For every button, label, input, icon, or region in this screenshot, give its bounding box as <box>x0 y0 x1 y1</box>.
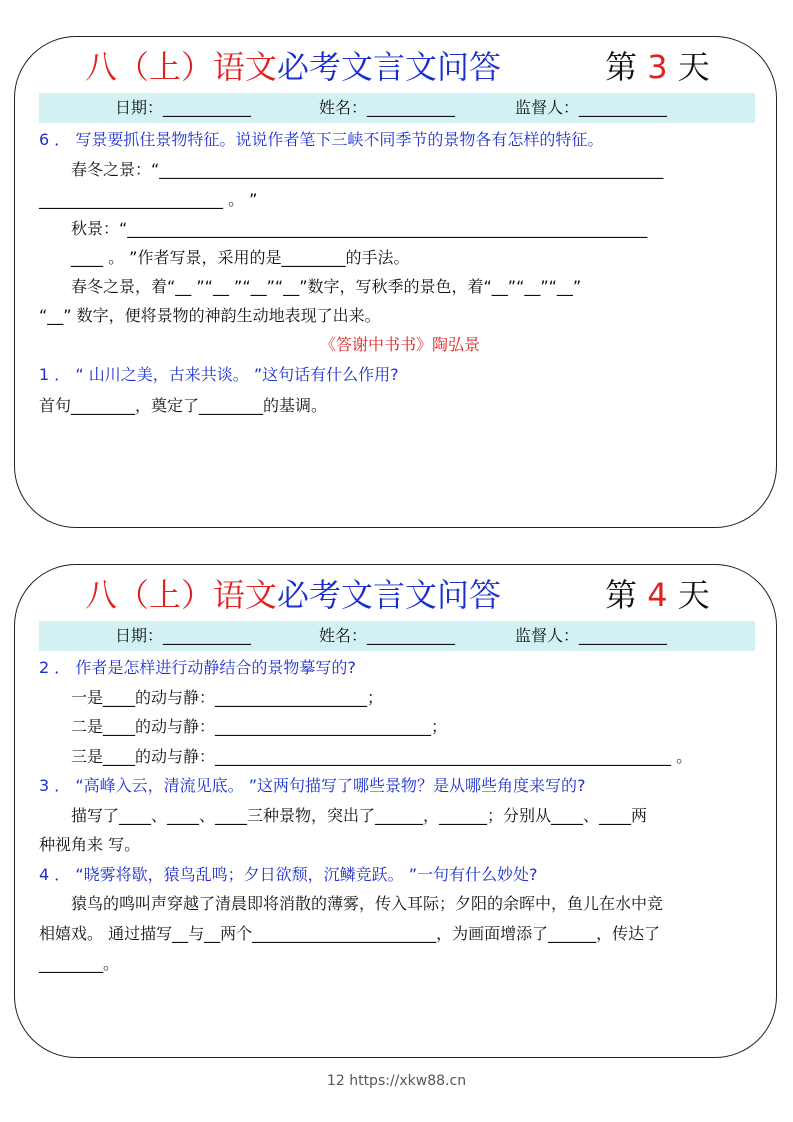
day-label <box>605 45 710 89</box>
date-field[interactable]: 日期：___________ <box>115 98 252 117</box>
answer-line: 春冬之景：“_______________________________________________________________ <box>71 160 664 179</box>
title-grade-subject: 八（上）语文 <box>85 576 278 614</box>
question-2: 2 ． 作者是怎样进行动静结合的景物摹写的? <box>39 658 356 677</box>
title-topic: 必考文言文问答 <box>277 576 502 614</box>
name-field[interactable]: 姓名：___________ <box>319 626 456 645</box>
supervisor-field[interactable]: 监督人：___________ <box>515 626 668 645</box>
answer-line: 二是____的动与静：___________________________； <box>71 717 448 736</box>
day-suffix: 天 <box>667 576 710 614</box>
question-6: 6 ． 写景要抓住景物特征。说说作者笔下三峡不同季节的景物各有怎样的特征。 <box>39 130 604 149</box>
answer-line: 相嬉戏。 通过描写__与__两个_______________________，为画面增添了______，传达了 <box>39 924 661 943</box>
date-field[interactable]: 日期：___________ <box>115 626 252 645</box>
answer-text: 猿鸟的鸣叫声穿越了清晨即将消散的薄雾，传入耳际；夕阳的余晖中，鱼儿在水中竞 <box>71 894 664 913</box>
day-number: 4 <box>647 576 668 614</box>
answer-line: “__” 数字，便将景物的神韵生动地表现了出来。 <box>39 306 381 325</box>
day-suffix: 天 <box>667 48 710 86</box>
day-prefix: 第 <box>605 48 648 86</box>
info-bar <box>39 93 755 123</box>
title-grade-subject: 八（上）语文 <box>85 48 278 86</box>
answer-line: 描写了____、____、____三种景物，突出了______，______；分别从____、____两 <box>71 806 648 825</box>
answer-line: ________。 <box>39 954 120 973</box>
footer-url[interactable]: https://xkw88.cn <box>349 1073 467 1089</box>
answer-line: 一是____的动与静：___________________； <box>71 688 384 707</box>
answer-line: 首句________，奠定了________的基调。 <box>39 396 328 415</box>
supervisor-field[interactable]: 监督人：___________ <box>515 98 668 117</box>
question-3: 3 ． “高峰入云，清流见底。 ”这两句描写了哪些景物？是从哪些角度来写的? <box>39 776 586 795</box>
answer-line: ____ 。 ”作者写景，采用的是________的手法。 <box>71 248 410 267</box>
worksheet-title <box>85 45 501 89</box>
day-prefix: 第 <box>605 576 648 614</box>
answer-line: 春冬之景，着“__ ”“__ ”“__”“__”数字，写秋季的景色，着“__”“__”“__” <box>71 277 582 296</box>
worksheet-card-day-3 <box>14 36 777 528</box>
title-topic: 必考文言文问答 <box>277 48 502 86</box>
question-4: 4 ． “晓雾将歇，猿鸟乱鸣；夕日欲颓，沉鳞竞跃。 ”一句有什么妙处? <box>39 865 538 884</box>
answer-line: 秋景：“_________________________________________________________________ <box>71 219 648 238</box>
info-bar <box>39 621 755 651</box>
answer-line: 种视角来 写。 <box>39 835 141 854</box>
answer-line: _______________________ 。 ” <box>39 190 258 209</box>
day-label <box>605 573 710 617</box>
worksheet-card-day-4 <box>14 564 777 1058</box>
name-field[interactable]: 姓名：___________ <box>319 98 456 117</box>
answer-line: 三是____的动与静：_________________________________________________________ 。 <box>71 747 693 766</box>
page-number: 12 <box>326 1073 345 1089</box>
page-footer <box>0 1070 793 1092</box>
question-1: 1 ． “ 山川之美，古来共谈。 ”这句话有什么作用? <box>39 365 399 384</box>
day-number: 3 <box>647 48 668 86</box>
worksheet-title <box>85 573 501 617</box>
source-heading: 《答谢中书书》陶弘景 <box>319 335 480 354</box>
